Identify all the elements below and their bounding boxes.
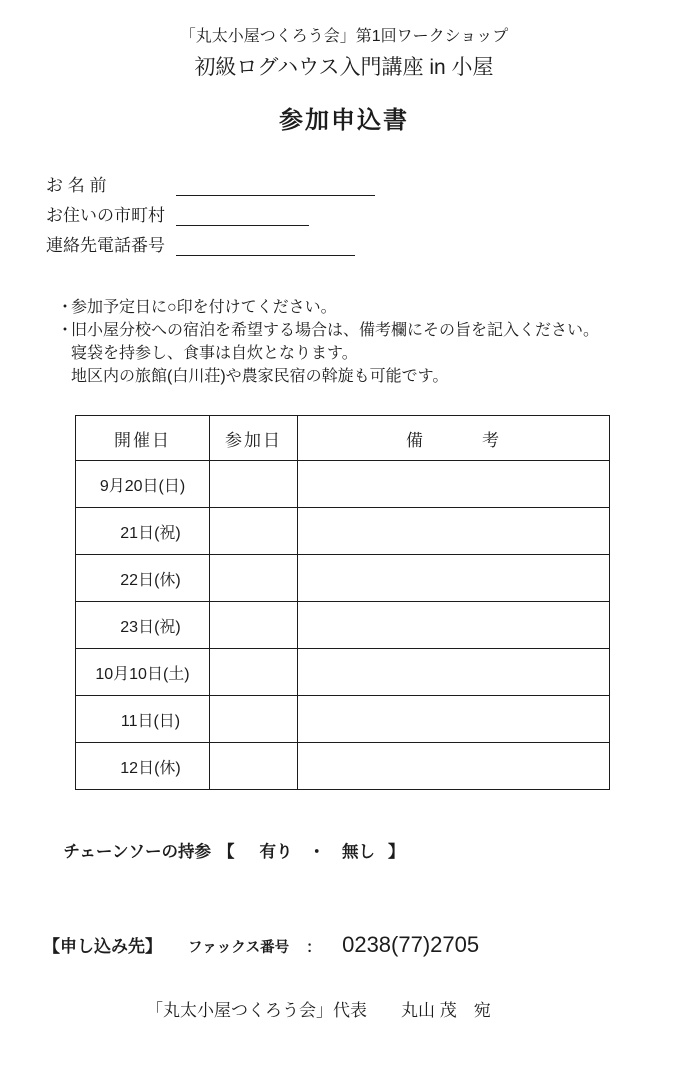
applicant-fields (46, 166, 375, 256)
participation-cell[interactable] (210, 555, 298, 602)
bullet-icon (57, 342, 71, 365)
remarks-cell[interactable] (298, 649, 610, 696)
event-date-cell: 23日(祝) (76, 602, 210, 649)
table-row (76, 602, 610, 649)
remarks-column-header: 備 考 (298, 416, 610, 461)
fax-number: 0238(77)2705 (342, 932, 480, 957)
table-row (76, 555, 610, 602)
city-fill-in-line[interactable] (176, 220, 309, 226)
schedule-table (75, 415, 610, 790)
bullet-icon: ・ (57, 322, 74, 339)
instruction-item (57, 342, 599, 365)
bullet-icon (57, 365, 71, 388)
bullet-icon: ・ (57, 299, 74, 316)
option-separator-dot: ・ (308, 843, 326, 861)
instruction-text: 旧小屋分校への宿泊を希望する場合は、備考欄にその旨を記入ください。 (71, 322, 600, 339)
participation-column-header: 参加日 (210, 416, 298, 461)
event-date-cell: 9月20日(日) (76, 461, 210, 508)
participation-cell[interactable] (210, 696, 298, 743)
phone-field-row (46, 226, 375, 256)
table-row (76, 508, 610, 555)
instructions-list (57, 296, 599, 388)
event-date-cell: 22日(休) (76, 555, 210, 602)
instruction-item (57, 319, 599, 342)
event-date-cell: 11日(日) (76, 696, 210, 743)
chainsaw-label: チェーンソーの持参 (63, 843, 212, 861)
fax-colon: ： (306, 939, 322, 956)
name-label: お 名 前 (46, 175, 107, 195)
instruction-text: 寝袋を持参し、食事は自炊となります。 (71, 345, 358, 362)
city-field-row (46, 196, 375, 226)
participation-cell[interactable] (210, 743, 298, 790)
remarks-cell[interactable] (298, 696, 610, 743)
instruction-text: 参加予定日に○印を付けてください。 (71, 299, 337, 316)
instruction-text: 地区内の旅館(白川荘)や農家民宿の斡旋も可能です。 (71, 368, 449, 385)
remarks-cell[interactable] (298, 508, 610, 555)
fax-label: ファックス番号 (188, 940, 290, 956)
remarks-cell[interactable] (298, 461, 610, 508)
workshop-subtitle: 「丸太小屋つくろう会」第1回ワークショップ (179, 28, 509, 45)
close-bracket: 】 (388, 843, 405, 861)
option-yes[interactable]: 有り (259, 843, 293, 861)
participation-cell[interactable] (210, 649, 298, 696)
option-no[interactable]: 無し (342, 843, 376, 861)
event-date-cell: 10月10日(土) (76, 649, 210, 696)
event-date-cell: 12日(休) (76, 743, 210, 790)
instruction-item (57, 365, 599, 388)
open-bracket: 【 (218, 843, 235, 861)
table-row (76, 649, 610, 696)
event-date-cell: 21日(祝) (76, 508, 210, 555)
instruction-item (57, 296, 599, 319)
phone-label: 連絡先電話番号 (46, 235, 165, 255)
name-fill-in-line[interactable] (176, 190, 375, 196)
remarks-cell[interactable] (298, 555, 610, 602)
city-label: お住いの市町村 (46, 205, 165, 225)
name-field-row (46, 166, 375, 196)
phone-fill-in-line[interactable] (176, 250, 355, 256)
apply-to-label: 【申し込み先】 (43, 937, 162, 956)
participation-cell[interactable] (210, 461, 298, 508)
remarks-cell[interactable] (298, 602, 610, 649)
participation-cell[interactable] (210, 602, 298, 649)
application-contact-line (43, 932, 479, 958)
schedule-header-row (76, 416, 610, 461)
table-row (76, 461, 610, 508)
participation-cell[interactable] (210, 508, 298, 555)
form-title: 参加申込書 (279, 107, 409, 134)
addressee-line: 「丸太小屋つくろう会」代表 丸山 茂 宛 (146, 1001, 491, 1020)
course-title: 初級ログハウス入門講座 in 小屋 (194, 56, 494, 79)
table-row (76, 743, 610, 790)
chainsaw-line (45, 819, 405, 881)
table-row (76, 696, 610, 743)
date-column-header: 開催日 (76, 416, 210, 461)
remarks-cell[interactable] (298, 743, 610, 790)
